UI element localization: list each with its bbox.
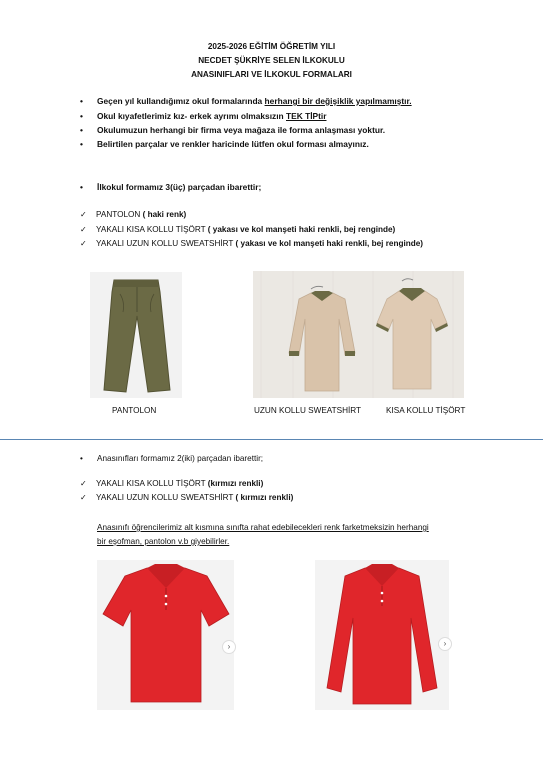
section-divider (0, 439, 543, 440)
checkmark-icon: ✓ (80, 479, 87, 488)
bullet-icon: • (80, 111, 83, 121)
checkmark-icon: ✓ (80, 493, 87, 502)
checkmark-icon: ✓ (80, 239, 87, 248)
tshirt-caption: KISA KOLLU TİŞÖRT (386, 406, 466, 415)
item-name: YAKALI UZUN KOLLU SWEATSHİRT (96, 493, 236, 502)
beige-shirts-photo (253, 271, 464, 398)
checkmark-icon: ✓ (80, 210, 87, 219)
checkmark-icon: ✓ (80, 225, 87, 234)
school-year-title: 2025-2026 EĞİTİM ÖĞRETİM YILI (207, 42, 336, 51)
item-detail: ( haki renk) (142, 210, 187, 219)
sweatshirt-caption: UZUN KOLLU SWEATSHİRT (254, 406, 362, 415)
red-tshirt-photo (97, 560, 234, 710)
bullet-icon: • (80, 454, 83, 463)
bullet-icon: • (80, 182, 83, 192)
item-detail: ( yakası ve kol manşeti haki renkli, bej renginde) (235, 239, 424, 248)
primary-intro-text: İlkokul formamız 3(üç) parçadan ibarettir; (97, 182, 262, 192)
item-name: YAKALI KISA KOLLU TİŞÖRT (96, 225, 208, 234)
item-detail: (kırmızı renkli) (207, 479, 264, 488)
carousel-next-icon: › (438, 637, 452, 651)
item-name: YAKALI UZUN KOLLU SWEATSHİRT (96, 239, 236, 248)
bullet-icon: • (80, 125, 83, 135)
bullet-icon: • (80, 96, 83, 106)
rule-emphasis: TEK TİPtir (286, 111, 327, 121)
rule-text: Geçen yıl kullandığımız okul formalarında (97, 96, 265, 106)
item-detail: ( kırmızı renkli) (235, 493, 294, 502)
kindergarten-note-line: Anasınıfı öğrencilerimiz alt kısmına sınıfta rahat edebilecekleri renk farketmeksizin herhangi (97, 523, 429, 532)
pants-photo (90, 272, 182, 398)
bullet-icon: • (80, 139, 83, 149)
item-name: YAKALI KISA KOLLU TİŞÖRT (96, 479, 208, 488)
carousel-next-icon: › (222, 640, 236, 654)
pants-caption: PANTOLON (112, 406, 157, 415)
rule-text: Okulumuzun herhangi bir firma veya mağaza ile forma anlaşması yoktur. (97, 125, 386, 135)
rule-text: Okul kıyafetlerimiz kız- erkek ayrımı olmaksızın (97, 111, 286, 121)
rule-text: Belirtilen parçalar ve renkler haricinde lütfen okul forması almayınız. (97, 139, 369, 149)
school-name: NECDET ŞÜKRİYE SELEN İLKOKULU (198, 56, 345, 65)
kindergarten-note-line: bir eşofman, pantolon v.b giyebilirler. (97, 537, 230, 546)
item-detail: ( yakası ve kol manşeti haki renkli, bej renginde) (207, 225, 396, 234)
red-sweatshirt-photo (315, 560, 449, 710)
kindergarten-intro-text: Anasınıfları formamız 2(iki) parçadan ibarettir; (97, 454, 264, 463)
item-name: PANTOLON (96, 210, 143, 219)
document-title: ANASINIFLARI VE İLKOKUL FORMALARI (191, 70, 352, 79)
rule-emphasis: herhangi bir değişiklik yapılmamıştır. (264, 96, 412, 106)
